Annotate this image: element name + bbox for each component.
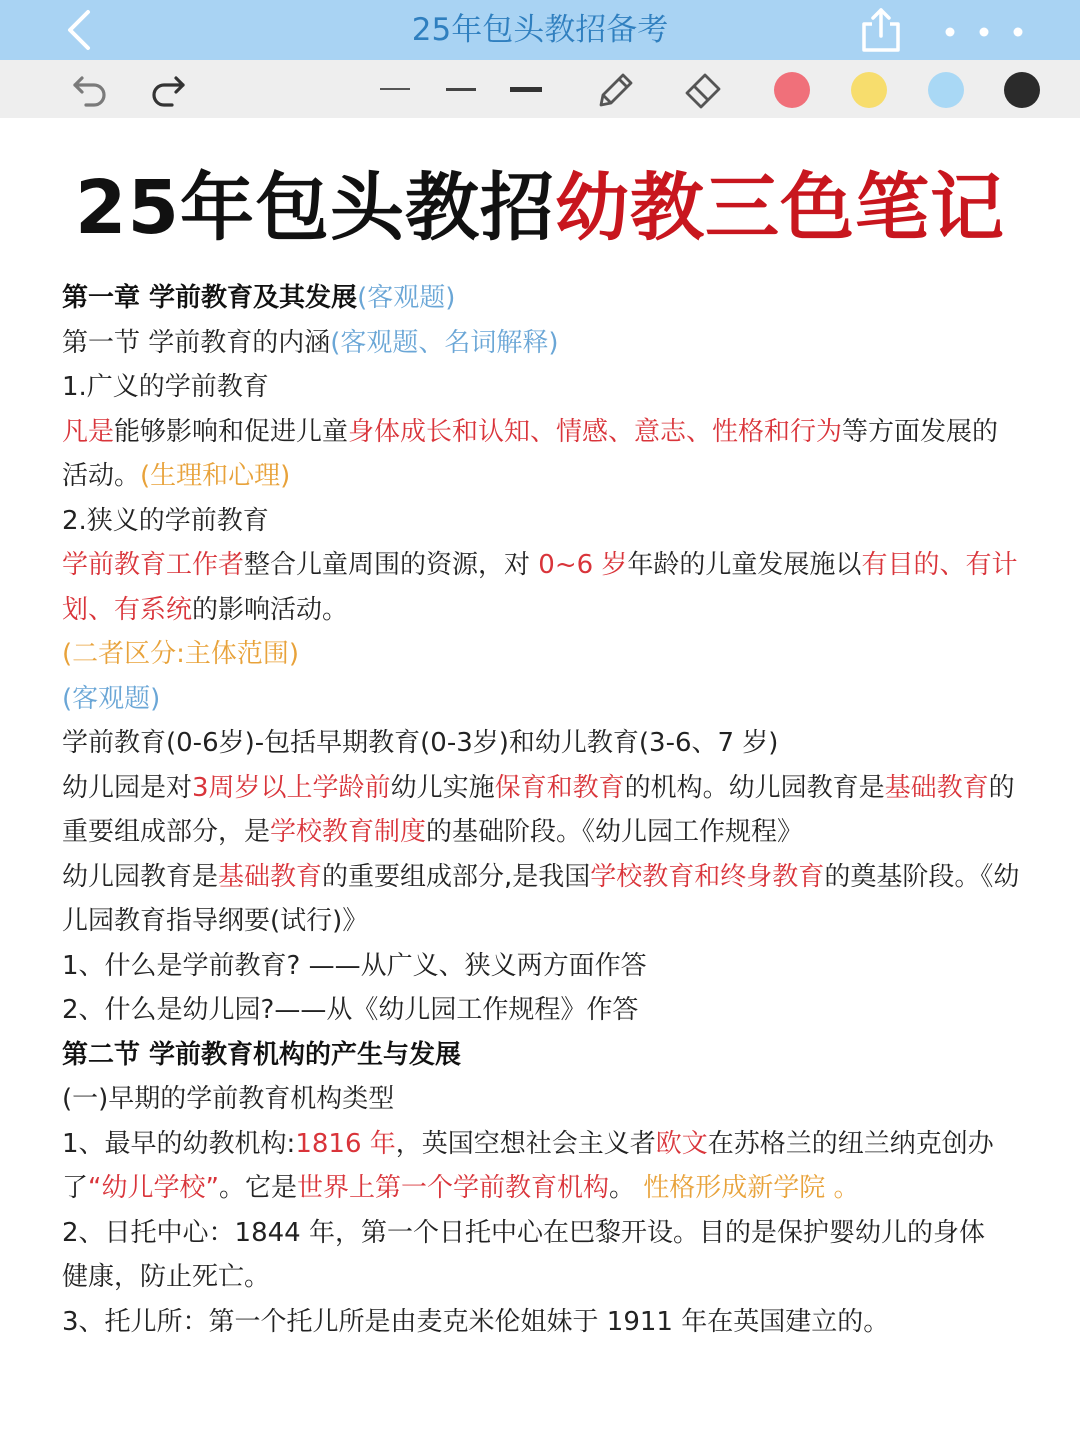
note-line bbox=[62, 721, 1022, 766]
heading-black-part: 25年包头教招 bbox=[75, 165, 555, 251]
note-text-segment: 世界上第一个学前教育机构 bbox=[296, 1173, 609, 1203]
note-text-segment: 身体成长和认知、情感、意志、性格和行为 bbox=[348, 416, 843, 447]
page-title: 25年包头教招备考 bbox=[411, 12, 669, 48]
note-line bbox=[62, 855, 1022, 944]
note-text-segment: 。 bbox=[609, 1173, 644, 1203]
note-text-segment: 保育和教育 bbox=[494, 772, 625, 803]
title-bar bbox=[0, 0, 1080, 60]
note-text-segment: (客观题) bbox=[357, 283, 456, 313]
note-text-segment: 0~6 岁 bbox=[538, 550, 628, 580]
note-text-segment: 学前教育(0-6岁)-包括早期教育(0-3岁)和幼儿教育(3-6、7 岁) bbox=[62, 728, 779, 758]
note-line bbox=[62, 1077, 1022, 1122]
note-line bbox=[62, 410, 1022, 499]
note-text-segment: 第二节 学前教育机构的产生与发展 bbox=[62, 1039, 462, 1070]
note-text-segment: (客观题) bbox=[62, 683, 161, 714]
note-line bbox=[62, 1211, 1022, 1256]
note-text-segment: 整合儿童周围的资源，对 bbox=[244, 550, 539, 580]
note-line bbox=[62, 543, 1022, 632]
color-swatch-yellow[interactable] bbox=[851, 72, 887, 108]
note-text-segment: 第一节 学前教育的内涵 bbox=[62, 327, 331, 358]
note-text-segment: 性格形成新学院 。 bbox=[643, 1173, 860, 1203]
note-text-segment: 第一章 学前教育及其发展 bbox=[62, 283, 358, 313]
note-text-segment: 的重要组成部分，是 bbox=[62, 772, 1015, 847]
note-text-segment: (一)早期的学前教育机构类型 bbox=[62, 1084, 395, 1114]
note-text-segment: 3、托儿所：第一个托儿所是由麦克米伦姐妹于 1911 年在英国建立的。 bbox=[62, 1306, 890, 1337]
eraser-icon[interactable] bbox=[680, 68, 726, 110]
note-body bbox=[62, 276, 1022, 1344]
note-text-segment: 的重要组成部分,是我国 bbox=[322, 861, 591, 892]
note-line bbox=[62, 1033, 1022, 1078]
note-text-segment: (二者区分:主体范围) bbox=[62, 639, 300, 669]
note-text-segment: 幼儿园是对 bbox=[62, 772, 193, 803]
note-text-segment: 幼儿园教育是 bbox=[62, 861, 219, 892]
note-text-segment: 2、什么是幼儿园?——从《幼儿园工作规程》作答 bbox=[62, 995, 639, 1025]
note-line bbox=[62, 276, 1022, 321]
note-text-segment: (客观题、名词解释) bbox=[330, 327, 559, 358]
note-text-segment: 学前教育工作者 bbox=[62, 550, 245, 580]
note-text-segment: 健康，防止死亡。 bbox=[62, 1262, 271, 1292]
note-text-segment: 1.广义的学前教育 bbox=[62, 372, 269, 402]
note-text-segment: 年龄的儿童发展施以 bbox=[627, 550, 862, 580]
note-line bbox=[62, 677, 1022, 722]
note-text-segment: 1816 年 bbox=[295, 1128, 396, 1159]
color-swatch-blue[interactable] bbox=[928, 72, 964, 108]
note-line bbox=[62, 632, 1022, 677]
color-swatch-black[interactable] bbox=[1004, 72, 1040, 108]
drawing-toolbar bbox=[0, 60, 1080, 118]
heading-red-part: 幼教三色笔记 bbox=[554, 165, 1005, 251]
note-text-segment: 3周岁以上学龄前 bbox=[192, 772, 391, 803]
note-heading bbox=[0, 160, 1080, 256]
stroke-medium-icon[interactable] bbox=[444, 68, 478, 110]
more-dots-icon[interactable] bbox=[936, 14, 1032, 48]
note-text-segment: 的影响活动。 bbox=[192, 594, 349, 625]
note-line bbox=[62, 1255, 1022, 1300]
note-text-segment: 等方面发展的活动。 bbox=[62, 416, 999, 491]
note-line bbox=[62, 1300, 1022, 1345]
note-text-segment: 的机构。幼儿园教育是 bbox=[624, 772, 885, 803]
note-line bbox=[62, 988, 1022, 1033]
note-text-segment: 有目的、有计划、有系统 bbox=[62, 550, 1018, 625]
note-text-segment: (生理和心理) bbox=[140, 461, 291, 491]
note-text-segment: 。它是 bbox=[218, 1173, 297, 1203]
note-text-segment: 的基础阶段。《幼儿园工作规程》 bbox=[426, 817, 804, 847]
note-line bbox=[62, 365, 1022, 410]
pen-icon[interactable] bbox=[592, 68, 638, 110]
note-text-segment: 基础教育 bbox=[218, 861, 323, 892]
note-text-segment: “幼儿学校” bbox=[88, 1173, 219, 1203]
color-swatch-red[interactable] bbox=[774, 72, 810, 108]
note-text-segment: 欧文 bbox=[655, 1128, 708, 1159]
share-icon[interactable] bbox=[858, 6, 904, 54]
note-line bbox=[62, 766, 1022, 855]
note-text-segment: 幼儿实施 bbox=[390, 772, 495, 803]
note-text-segment: 学校教育制度 bbox=[270, 817, 427, 847]
note-text-segment: 能够影响和促进儿童 bbox=[114, 416, 349, 447]
stroke-thin-icon[interactable] bbox=[378, 68, 412, 110]
note-text-segment: 凡是 bbox=[62, 416, 115, 447]
note-line bbox=[62, 499, 1022, 544]
note-text-segment: 1、最早的幼教机构: bbox=[62, 1128, 296, 1159]
note-text-segment: 的奠基阶段。《幼儿园教育指导纲要(试行)》 bbox=[62, 861, 1020, 936]
note-text-segment: 在苏格兰的纽兰纳克创办了 bbox=[62, 1128, 994, 1203]
undo-icon[interactable] bbox=[68, 68, 112, 110]
note-line bbox=[62, 321, 1022, 366]
note-text-segment: ，英国空想社会主义者 bbox=[395, 1128, 656, 1159]
note-line bbox=[62, 944, 1022, 989]
note-text-segment: 2、日托中心：1844 年，第一个日托中心在巴黎开设。目的是保护婴幼儿的身体 bbox=[62, 1217, 985, 1248]
redo-icon[interactable] bbox=[146, 68, 190, 110]
note-text-segment: 基础教育 bbox=[884, 772, 989, 803]
note-text-segment: 学校教育和终身教育 bbox=[590, 861, 825, 892]
stroke-thick-icon[interactable] bbox=[508, 68, 544, 110]
note-text-segment: 2.狭义的学前教育 bbox=[62, 505, 269, 536]
note-text-segment: 1、什么是学前教育? ——从广义、狭义两方面作答 bbox=[62, 950, 647, 981]
note-line bbox=[62, 1122, 1022, 1211]
